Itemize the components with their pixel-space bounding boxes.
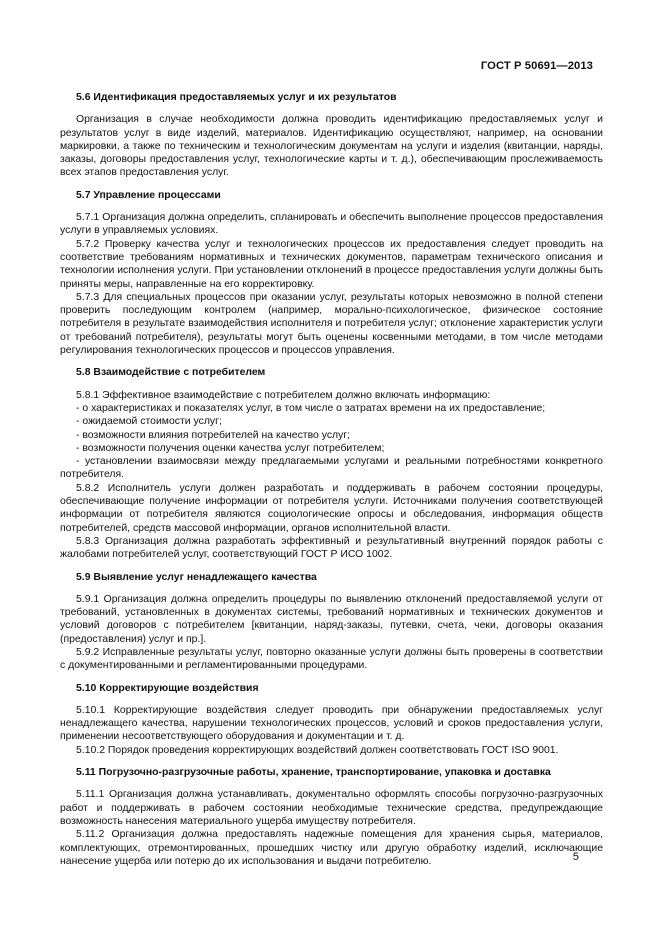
list-item: - установлении взаимосвязи между предлагаемыми услугами и реальными потребностями конкретного потребителя.	[60, 456, 603, 481]
section-5-8	[60, 366, 603, 561]
list-item: - возможности влияния потребителей на качество услуг;	[76, 429, 351, 441]
paragraph: 5.8.3 Организация должна разработать эффективный и результативный внутренний порядок работы с жалобами потребителей услуг, соответствующий ГОСТ Р ИСО 1002.	[60, 535, 603, 561]
section-5-6	[60, 91, 603, 180]
section-heading: 5.11 Погрузочно-разгрузочные работы, хранение, транспортирование, упаковка и доставка	[76, 767, 551, 779]
paragraph: 5.10.2 Порядок проведения корректирующих воздействий должен соответствовать ГОСТ ISO 9001.	[76, 744, 559, 756]
paragraph: 5.11.2 Организация должна предоставлять надежные помещения для хранения сырья, материалов, комплектующих, отремонтированных, прошедших чистку или другую обработку изделий, исключающие нанесение ущерба или потерю до их использования и выдачи потребителю.	[60, 829, 603, 867]
list-item: - о характеристиках и показателях услуг, в том числе о затратах времени на их предоставление;	[76, 402, 546, 414]
section-5-7	[60, 189, 603, 358]
standard-header: ГОСТ Р 50691—2013	[480, 60, 593, 72]
list-item: - ожидаемой стоимости услуг;	[76, 416, 222, 428]
section-heading: 5.8 Взаимодействие с потребителем	[76, 367, 266, 379]
section-5-11	[60, 766, 603, 868]
paragraph: 5.9.2 Исправленные результаты услуг, повторно оказанные услуги должны быть проверены в соответствии с документированными и регламентированными процедурами.	[60, 646, 603, 672]
section-5-9	[60, 571, 603, 673]
section-heading: 5.6 Идентификация предоставляемых услуг и их результатов	[76, 92, 397, 103]
paragraph: 5.11.1 Организация должна устанавливать, документально оформлять способы погрузочно-разгрузочных работ и поддерживать в рабочем состоянии необходимые технические средства, предупреждающие возможность нанесения материального ущерба имуществу потребителя.	[60, 789, 603, 827]
paragraph: 5.7.2 Проверку качества услуг и технологических процессов их предоставления следует проводить на соответствие требованиям нормативных и технических документов, параметрам технического описания и технологии исполнения услуги. При установлении отклонений в процессе предоставления услуги должны быть приняты меры, направленные на его корректировку.	[60, 238, 603, 290]
list-item: - возможности получения оценки качества услуг потребителем;	[76, 442, 385, 454]
section-5-10	[60, 682, 603, 757]
document-body	[60, 91, 603, 868]
paragraph: 5.8.1 Эффективное взаимодействие с потребителем должно включать информацию:	[76, 389, 491, 401]
section-heading: 5.7 Управление процессами	[76, 189, 221, 201]
paragraph: 5.10.1 Корректирующие воздействия следует проводить при обнаружении предоставляемых услуг ненадлежащего качества, нарушении технологических процессов, условий и сроков предоставления услуги, применении несоответствующего оборудования и документации и т. д.	[60, 704, 603, 743]
section-heading: 5.9 Выявление услуг ненадлежащего качества	[76, 571, 317, 583]
paragraph: 5.8.2 Исполнитель услуги должен разработать и поддерживать в рабочем состоянии процедуры, обеспечивающие получение информации от потребителя услуги. Источниками получения соответствующей информации от потребителя являются социологические опросы и обследования, информация обществ потребителей, средств массовой информации, органов исполнительной власти.	[60, 482, 603, 534]
section-heading: 5.10 Корректирующие воздействия	[76, 682, 259, 694]
paragraph: Организация в случае необходимости должна проводить идентификацию предоставляемых услуг и результатов услуг в виде изделий, материалов. Идентификацию осуществляют, например, на основании маркировки, а также по техническим и технологическим документам на услуги и изделия (квитанции, наряды, заказы, договоры предоставления услуг, технологические карты и т. д.), обеспечивающим прослеживаемость всех этапов предоставления услуг.	[60, 114, 603, 179]
paragraph: 5.7.1 Организация должна определить, спланировать и обеспечить выполнение процессов предоставления услуги в управляемых условиях.	[60, 212, 603, 237]
paragraph: 5.9.1 Организация должна определить процедуры по выявлению отклонений предоставляемой услуги от требований, установленных в документах системы, требований нормативных и технических документов и условий договоров с потребителем [квитанции, наряд-заказы, путевки, счета, чеки, договоры оказания (предоставления) услуг и пр.].	[60, 593, 603, 645]
page-number: 5	[572, 851, 579, 863]
paragraph: 5.7.3 Для специальных процессов при оказании услуг, результаты которых невозможно в полной степени проверить последующим контролем (например, морально-психологическое, физическое состояние потребителя в результате взаимодействия исполнителя и потребителя услуг; отклонение характеристик услуги от требований потребителя), результаты могут быть оценены косвенными методами, в том числе методами регулирования технологических процессов и процессов управления.	[60, 291, 603, 357]
